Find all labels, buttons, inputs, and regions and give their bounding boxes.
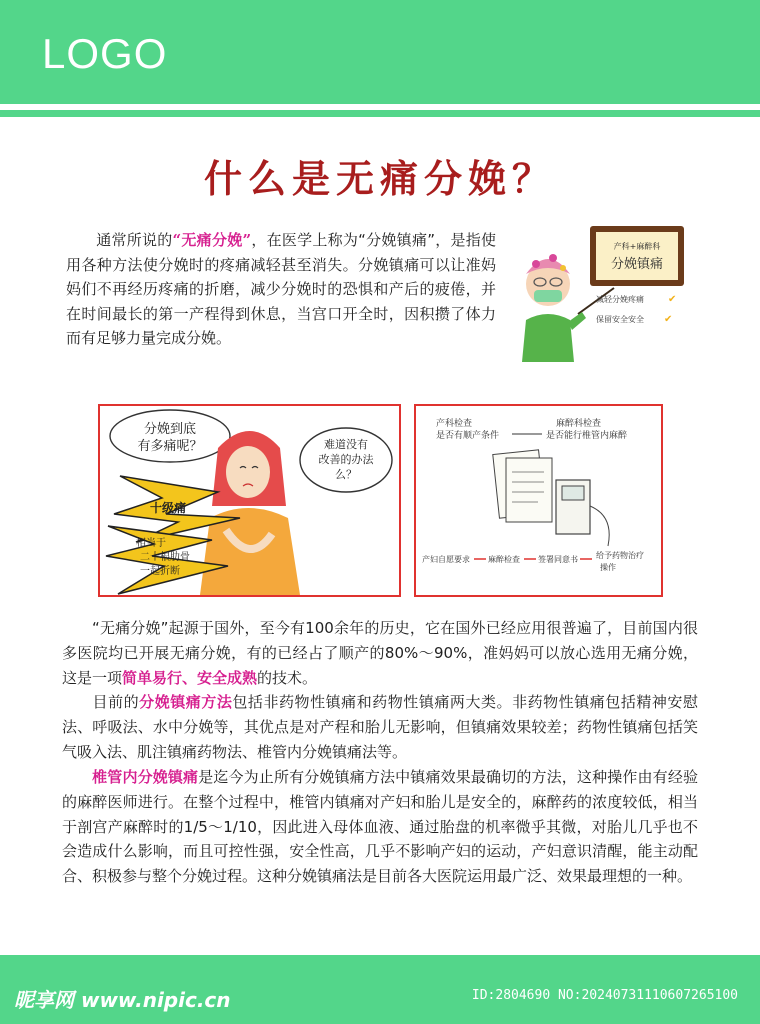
intro-highlight: “无痛分娩”	[172, 231, 252, 249]
flow-step-4-line2: 操作	[600, 563, 616, 572]
check-item-2: 保留安全安全	[596, 315, 644, 324]
procedure-flow	[416, 406, 661, 595]
top-right-line1: 麻醉科检查	[556, 419, 602, 429]
flow-step-3: 签署同意书	[538, 555, 578, 564]
para3-highlight: 分娩镇痛方法	[139, 693, 233, 711]
checkmark-icon: ✔	[664, 314, 673, 325]
bubble2-line3: 么？	[335, 468, 357, 481]
bolt1-text: 十级痛	[149, 501, 187, 515]
cap-flower	[560, 265, 566, 271]
bolt2-line1: 相当于	[136, 538, 166, 549]
para2-highlight: 简单易行、安全成熟	[122, 668, 258, 687]
para4-text-after: 是迄今为止所有分娩镇痛方法中镇痛效果最确切的方法，这种操作由有经验的麻醉医师进行。在整个过程中，椎管内镇痛对产妇和胎儿是安全的，麻醉药的浓度较低，相当于剖宫产麻醉时的1/5～1/10，因此进入母体血液、通过胎盘的机率微乎其微，对胎儿几乎也不会造成什么影响，而且可控性强，安全性高，几乎不影响产妇的运动，产妇意识清醒，能主动配合、积极参与整个分娩过程。这种分娩镇痛法是目前各大医院运用最广泛、效果最理想的一种。	[62, 768, 698, 886]
para3-text-after: 包括非药物性镇痛和药物性镇痛两大类。非药物性镇痛包括精神安慰法、呼吸法、水中分娩等，其优点是对产程和胎儿无影响，但镇痛效果较差；药物性镇痛包括笑气吸入法、肌注镇痛药物法、椎管内分娩镇痛法等。	[62, 693, 698, 761]
doctor-illustration	[508, 222, 688, 367]
board-line2: 分娩镇痛	[610, 257, 664, 272]
procedure-flow-panel	[414, 404, 663, 597]
doctor-mask	[534, 290, 562, 302]
intro-text-after: ，在医学上称为“分娩镇痛”，是指使用各种方法使分娩时的疼痛减轻甚至消失。分娩镇痛可以让准妈妈们不再经历疼痛的折磨，减少分娩时的恐惧和产后的疲倦，并在时间最长的第一产程得到休息，当宫口开全时，因积攒了体力而有足够力量完成分娩。	[66, 231, 496, 348]
image-id: ID:2804690 NO:20240731110607265100	[471, 988, 738, 1003]
cap-flower	[532, 260, 540, 268]
bolt2-line2: 二十根肋骨	[140, 552, 190, 563]
intro-paragraph	[66, 228, 496, 351]
bolt2-line3: 一起折断	[140, 566, 180, 577]
bubble2-line2: 改善的办法	[318, 453, 374, 466]
pain-illustration	[100, 406, 399, 595]
top-left-line2: 是否有顺产条件	[436, 431, 500, 441]
bubble2-line1: 难道没有	[324, 438, 368, 451]
site-watermark: 昵享网 www.nipic.cn	[14, 988, 231, 1012]
doctor-arm	[568, 312, 586, 330]
epidural-paragraph	[62, 765, 698, 889]
bubble1-line2: 有多痛呢？	[137, 439, 203, 454]
para2-text-before: “无痛分娩”起源于国外，至今有100余年的历史，它在国外已经应用很普遍了，目前国内很多医院均已开展无痛分娩，有的已经占了顺产的80%～90%，准妈妈可以放心选用无痛分娩，这是一项	[62, 619, 698, 687]
logo: LOGO	[42, 30, 168, 77]
para2-text-after: 的技术。	[257, 668, 318, 687]
methods-paragraph	[62, 690, 698, 764]
history-paragraph	[62, 616, 698, 690]
page-title: 什么是无痛分娩？	[203, 156, 556, 201]
intro-text-before: 通常所说的	[96, 231, 173, 249]
flow-step-1: 产妇自愿要求	[422, 555, 470, 564]
doctor-scrubs	[522, 314, 574, 362]
woman-face	[226, 446, 270, 498]
cap-flower	[549, 254, 557, 262]
top-right-line2: 是否能行椎管内麻醉	[546, 431, 628, 441]
board-line1: 产科+麻醉科	[613, 242, 661, 251]
board-surface	[596, 232, 678, 280]
pain-illustration-panel	[98, 404, 401, 597]
document-icon	[506, 458, 552, 522]
top-left-line1: 产科检查	[436, 419, 473, 429]
para3-text-before: 目前的	[92, 693, 140, 711]
para4-highlight: 椎管内分娩镇痛	[92, 768, 199, 786]
flow-step-2: 麻醉检查	[488, 555, 520, 564]
bubble1-line1: 分娩到底	[143, 422, 197, 437]
checkmark-icon: ✔	[668, 294, 677, 305]
header-divider	[0, 110, 760, 117]
check-item-1: 减轻分娩疼痛	[596, 295, 644, 304]
flow-step-4-line1: 给予药物治疗	[596, 551, 644, 560]
